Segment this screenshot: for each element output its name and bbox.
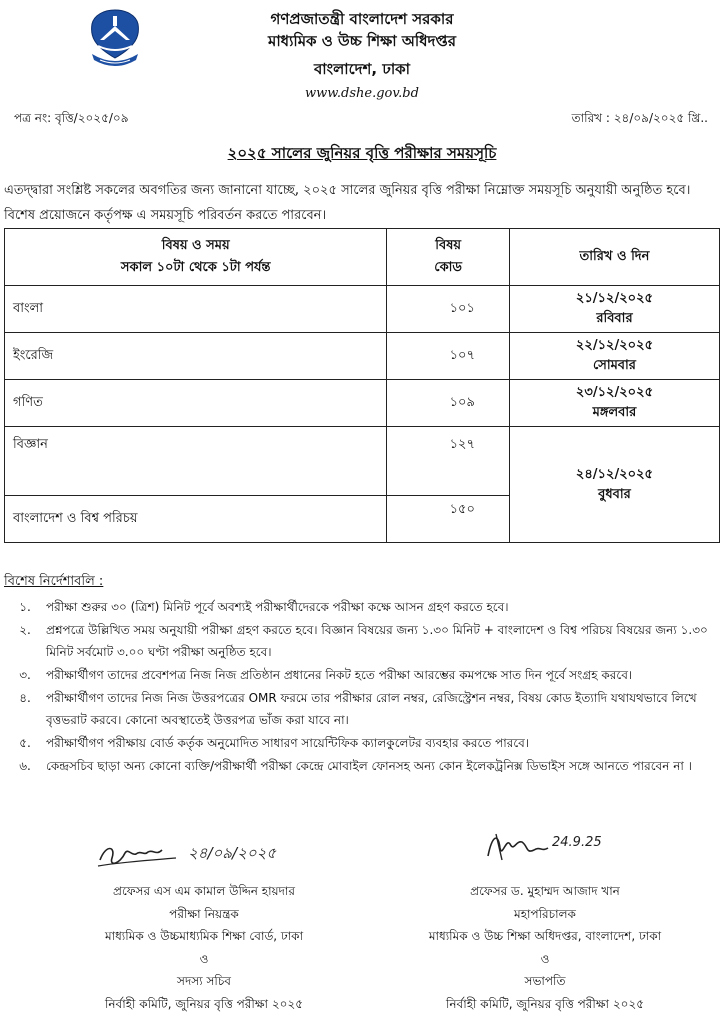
exam-day: রবিবার	[596, 311, 633, 326]
exam-date: ২৩/১২/২০২৫	[575, 385, 654, 400]
subject-cell: ইংরেজি	[5, 333, 387, 380]
memo-date: তারিখ : ২৪/০৯/২০২৫ খ্রি..	[571, 111, 708, 125]
exam-day: মঙ্গলবার	[592, 405, 637, 420]
intro-paragraph: এতদ্দ্বারা সংশ্লিষ্ট সকলের অবগতির জন্য জানানো যাচ্ছে, ২০২৫ সালের জুনিয়র বৃত্তি পরীক্ষা নিম্নোক্ত সময়সূচি অনুযায়ী অনুষ্ঠিত হবে। বিশেষ প্রয়োজনে কর্তৃপক্ষ এ সময়সূচি পরিবর্তন করতে পারবেন।	[4, 183, 691, 223]
list-item	[4, 619, 720, 663]
date-cell	[509, 286, 719, 333]
signatory-right	[366, 880, 724, 1016]
table-row	[5, 333, 720, 380]
signatory-title: পরীক্ষা নিয়ন্ত্রক	[169, 906, 239, 921]
location: বাংলাদেশ, ঢাকা	[313, 60, 411, 78]
list-item	[4, 732, 720, 754]
header-time-label: সকাল ১০টা থেকে ১টা পর্যন্ত	[120, 260, 271, 275]
subject-cell: বাংলা	[5, 286, 387, 333]
signature-right	[476, 826, 724, 872]
item-text: পরীক্ষা শুরুর ৩০ (ত্রিশ) মিনিট পূর্বে অবশ্যই পরীক্ষার্থীদেরকে পরীক্ষা কক্ষে আসন গ্রহণ করতে হবে।	[46, 600, 509, 614]
memo-number: পত্র নং: বৃত্তি/২০২৫/০৯	[14, 111, 129, 125]
item-number: ৬.	[19, 759, 31, 773]
date-cell	[509, 380, 719, 427]
exam-day: বুধবার	[598, 486, 631, 502]
header-code-line1: বিষয়	[435, 238, 462, 253]
item-text: পরীক্ষার্থীগণ তাদের নিজ নিজ উত্তরপত্রের OMR ফরমে তার পরীক্ষার রোল নম্বর, রেজিস্ট্রেশন নম্বর, বিষয় কোড ইত্যাদি যথাযথভাবে লিখে বৃত্তভরাট করবে। কোনো অবস্থাতেই উত্তরপত্র ভাঁজ করা যাবে না।	[46, 691, 697, 727]
item-number: ৫.	[19, 736, 31, 750]
item-text: পরীক্ষার্থীগণ তাদের প্রবেশপত্র নিজ নিজ প্রতিষ্ঠান প্রধানের নিকট হতে পরীক্ষা আরম্ভের কমপক্ষে সাত দিন পূর্বে সংগ্রহ করবে।	[46, 668, 633, 682]
directorate-name: মাধ্যমিক ও উচ্চ শিক্ষা অধিদপ্তর	[267, 32, 456, 50]
table-row	[5, 380, 720, 427]
exam-date: ২১/১২/২০২৫	[575, 291, 653, 306]
instructions-list	[4, 596, 720, 778]
header-subject	[5, 229, 387, 286]
signature-date-right: 24.9.25	[552, 835, 602, 850]
signatory-org: মাধ্যমিক ও উচ্চমাধ্যমিক শিক্ষা বোর্ড, ঢাকা	[104, 929, 304, 944]
signature-left	[92, 834, 392, 880]
item-text: প্রশ্নপত্রে উল্লিখিত সময় অনুযায়ী পরীক্ষা গ্রহণ করতে হবে। বিজ্ঞান বিষয়ের জন্য ১.৩০ মিনিট + বাংলাদেশ ও বিশ্ব পরিচয় বিষয়ের জন্য ১.৩০ মিনিট সর্বমোট ৩.০০ ঘণ্টা পরীক্ষা অনুষ্ঠিত হবে।	[46, 623, 708, 659]
header-date: তারিখ ও দিন	[509, 229, 719, 286]
item-number: ১.	[19, 600, 31, 614]
list-item	[4, 596, 720, 618]
table-row	[5, 427, 720, 496]
table-header-row	[5, 229, 720, 286]
subject-cell: গণিত	[5, 380, 387, 427]
item-number: ২.	[19, 623, 31, 637]
header-code	[387, 229, 510, 286]
header-subject-label: বিষয় ও সময়	[161, 238, 230, 253]
signature-date-left: ২৪/০৯/২০২৫	[188, 844, 277, 862]
item-text: কেন্দ্রসচিব ছাড়া অন্য কোনো ব্যক্তি/পরীক্ষার্থী পরীক্ষা কেন্দ্রে মোবাইল ফোনসহ অন্য কোন ইলেকট্রনিক্স ডিভাইস সঙ্গে আনতে পারবেন না ।	[46, 759, 692, 773]
schedule-table	[4, 228, 720, 543]
item-text: পরীক্ষার্থীগণ পরীক্ষায় বোর্ড কর্তৃক অনুমোদিত সাধারণ সায়েন্টিফিক ক্যালকুলেটর ব্যবহার করতে পারবে।	[46, 736, 530, 750]
exam-day: সোমবার	[592, 358, 636, 373]
signatory-role: সভাপতি	[524, 974, 566, 989]
signatory-name: প্রফেসর এস এম কামাল উদ্দিন হায়দার	[112, 884, 296, 898]
gov-name: গণপ্রজাতন্ত্রী বাংলাদেশ সরকার	[270, 10, 454, 28]
signatory-org: মাধ্যমিক ও উচ্চ শিক্ষা অধিদপ্তর, বাংলাদেশ, ঢাকা	[428, 929, 662, 944]
signatory-title: মহাপরিচালক	[514, 906, 576, 921]
signatory-name: প্রফেসর ড. মুহাম্মদ আজাদ খান	[470, 884, 620, 898]
instructions-heading: বিশেষ নির্দেশাবলি :	[4, 574, 104, 589]
exam-date: ২২/১২/২০২৫	[575, 338, 654, 353]
list-item	[4, 687, 720, 731]
signatory-and: ও	[199, 951, 209, 966]
date-cell	[509, 427, 719, 543]
signatory-and: ও	[540, 951, 550, 966]
code-cell: ১০৭	[387, 333, 510, 380]
code-cell: ১৫০	[387, 496, 510, 543]
subject-cell: বাংলাদেশ ও বিশ্ব পরিচয়	[5, 496, 387, 543]
date-cell	[509, 333, 719, 380]
signatory-left	[24, 880, 384, 1016]
page-title: ২০২৫ সালের জুনিয়র বৃত্তি পরীক্ষার সময়সূচি	[227, 144, 497, 162]
list-item	[4, 755, 720, 777]
subject-cell: বিজ্ঞান	[5, 427, 387, 496]
header-code-line2: কোড	[434, 260, 463, 275]
exam-date: ২৪/১২/২০২৫	[575, 466, 653, 482]
code-cell: ১০১	[387, 286, 510, 333]
table-row	[5, 286, 720, 333]
code-cell: ১২৭	[387, 427, 510, 496]
code-cell: ১০৯	[387, 380, 510, 427]
signatory-committee: নির্বাহী কমিটি, জুনিয়র বৃত্তি পরীক্ষা ২০২৫	[104, 996, 304, 1011]
item-number: ৩.	[19, 668, 31, 682]
signatory-committee: নির্বাহী কমিটি, জুনিয়র বৃত্তি পরীক্ষা ২০২৫	[445, 996, 645, 1011]
website-link[interactable]: www.dshe.gov.bd	[305, 86, 419, 101]
item-number: ৪.	[19, 691, 31, 705]
signatory-role: সদস্য সচিব	[177, 974, 231, 989]
list-item	[4, 664, 720, 686]
